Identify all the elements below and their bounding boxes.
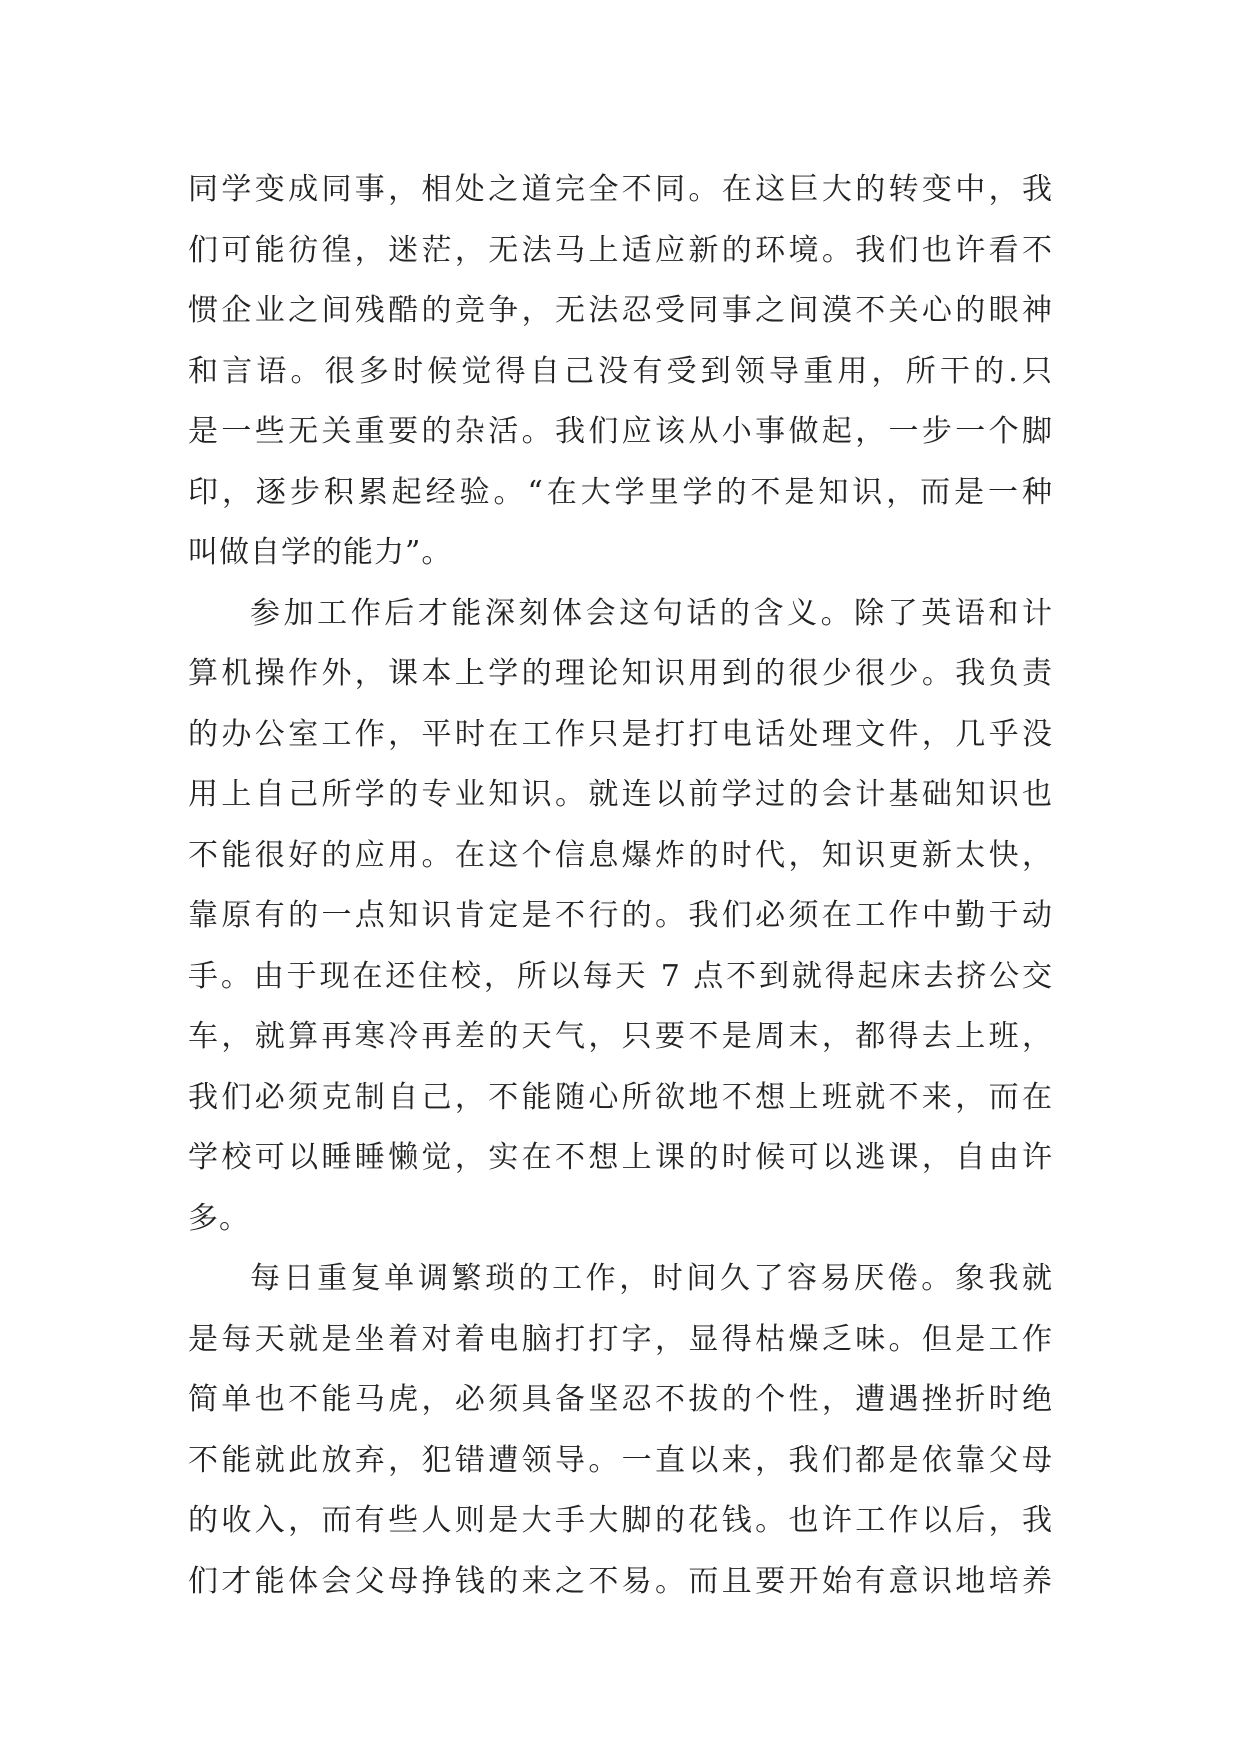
text-line: 简单也不能马虎，必须具备坚忍不拔的个性，遭遇挫折时绝 xyxy=(188,1382,1053,1417)
text-line: 不能就此放弃，犯错遭领导。一直以来，我们都是依靠父母 xyxy=(188,1442,1053,1478)
text-line: 们才能体会父母挣钱的来之不易。而且要开始有意识地培养 xyxy=(188,1563,1053,1599)
text-line: 的收入，而有些人则是大手大脚的花钱。也许工作以后，我 xyxy=(188,1503,1053,1538)
text-line: 是每天就是坐着对着电脑打打字，显得枯燥乏味。但是工作 xyxy=(188,1321,1053,1357)
text-line: 是一些无关重要的杂活。我们应该从小事做起，一步一个脚 xyxy=(188,414,1053,449)
text-line: 参加工作后才能深刻体会这句话的含义。除了英语和计 xyxy=(250,595,1053,631)
paragraph-2 xyxy=(188,584,1053,1250)
text-line: 车，就算再寒冷再差的天气，只要不是周末，都得去上班， xyxy=(188,1019,1053,1054)
text-line: 的办公室工作，平时在工作只是打打电话处理文件，几乎没 xyxy=(188,716,1053,752)
text-line: 用上自己所学的专业知识。就连以前学过的会计基础知识也 xyxy=(188,777,1053,812)
text-line: 多。 xyxy=(188,1200,250,1236)
text-line: 学校可以睡睡懒觉，实在不想上课的时候可以逃课，自由许 xyxy=(188,1140,1053,1175)
text-line: 我们必须克制自己，不能随心所欲地不想上班就不来，而在 xyxy=(188,1079,1053,1115)
paragraph-3 xyxy=(188,1249,1053,1612)
body-text xyxy=(188,160,1053,1612)
text-line: 同学变成同事，相处之道完全不同。在这巨大的转变中，我 xyxy=(188,172,1053,207)
text-line: 叫做自学的能力”。 xyxy=(188,535,453,570)
text-line: 不能很好的应用。在这个信息爆炸的时代，知识更新太快， xyxy=(188,837,1053,873)
text-line: 印，逐步积累起经验。“在大学里学的不是知识，而是一种 xyxy=(188,474,1053,510)
text-line: 和言语。很多时候觉得自己没有受到领导重用，所干的.只 xyxy=(188,353,1053,389)
text-line: 算机操作外，课本上学的理论知识用到的很少很少。我负责 xyxy=(188,656,1053,691)
text-line: 们可能彷徨，迷茫，无法马上适应新的环境。我们也许看不 xyxy=(188,232,1053,268)
text-line: 每日重复单调繁琐的工作，时间久了容易厌倦。象我就 xyxy=(250,1261,1053,1296)
text-line: 靠原有的一点知识肯定是不行的。我们必须在工作中勤于动 xyxy=(188,898,1053,933)
paragraph-1 xyxy=(188,160,1053,584)
text-line: 手。由于现在还住校，所以每天 7 点不到就得起床去挤公交 xyxy=(188,958,1053,994)
text-line: 惯企业之间残酷的竞争，无法忍受同事之间漠不关心的眼神 xyxy=(188,293,1053,328)
